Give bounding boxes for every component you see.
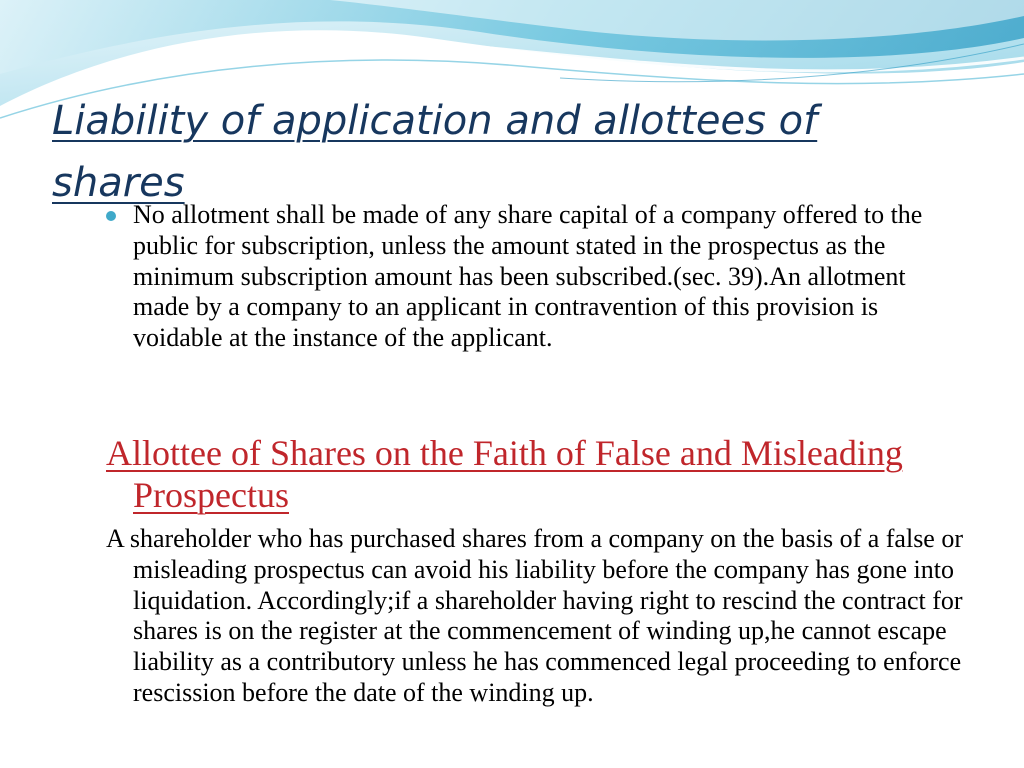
section-subheading: Allottee of Shares on the Faith of False and Misleading Prospectus — [106, 433, 903, 515]
slide-title: Liability of application and allottees of shares — [52, 98, 818, 206]
bullet-list — [106, 200, 956, 354]
bullet-item: No allotment shall be made of any share capital of a company offered to the public for subscription, unless the amount stated in the prospectus as the minimum subscription amount has been subscribed.(sec. 39).An allotment made by a company to an applicant in contravention of this provision is voidable at the instance of the applicant. — [133, 200, 923, 353]
body-paragraph: A shareholder who has purchased shares from a company on the basis of a false or misleading prospectus can avoid his liability before the company has gone into liquidation. Accordingly;if a shareholder having right to rescind the contract for shares is on the register at the commencement of winding up,he cannot escape liability as a contributory unless he has commenced legal proceeding to enforce rescission before the date of the winding up. — [106, 524, 964, 707]
bullet-dot-icon — [106, 211, 116, 221]
